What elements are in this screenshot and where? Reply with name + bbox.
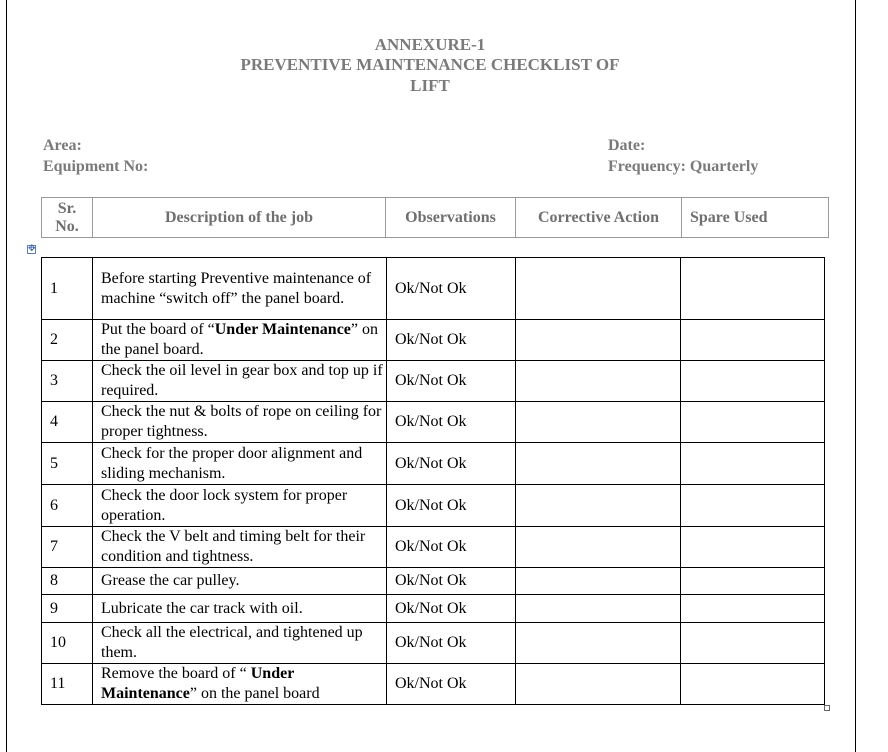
equipment-label: Equipment No:	[43, 158, 149, 175]
row-description: Check the door lock system for proper operation.	[93, 485, 387, 527]
row-observation: Ok/Not Ok	[387, 664, 516, 705]
row-sr: 8	[42, 568, 93, 595]
table-row	[42, 527, 825, 568]
table-row	[42, 568, 825, 595]
table-row	[42, 623, 825, 664]
row-observation: Ok/Not Ok	[387, 361, 516, 402]
desc-text: Remove the board of “	[101, 665, 251, 682]
row-corrective-action[interactable]	[516, 568, 681, 595]
row-description: Lubricate the car track with oil.	[93, 595, 387, 623]
table-resize-handle[interactable]	[824, 705, 830, 711]
header-sr-line1: Sr.	[57, 199, 77, 217]
row-description: Grease the car pulley.	[93, 568, 387, 595]
row-observation: Ok/Not Ok	[387, 320, 516, 361]
checklist-table	[41, 257, 825, 705]
desc-text: Put the board of “	[101, 321, 215, 338]
row-sr: 5	[42, 443, 93, 485]
table-row	[42, 664, 825, 705]
row-sr: 6	[42, 485, 93, 527]
desc-bold: Under Maintenance	[214, 321, 351, 338]
header-observations: Observations	[386, 198, 516, 238]
header-spare-used: Spare Used	[682, 198, 829, 238]
row-corrective-action[interactable]	[516, 485, 681, 527]
table-row	[42, 402, 825, 443]
row-description: Check the nut & bolts of rope on ceiling for proper tightness.	[93, 402, 387, 443]
row-sr: 7	[42, 527, 93, 568]
row-description: Check for the proper door alignment and sliding mechanism.	[93, 443, 387, 485]
row-corrective-action[interactable]	[516, 402, 681, 443]
row-description: Check the oil level in gear box and top up if required.	[93, 361, 387, 402]
area-label: Area:	[43, 137, 82, 154]
row-corrective-action[interactable]	[516, 320, 681, 361]
header-description: Description of the job	[93, 198, 386, 238]
row-corrective-action[interactable]	[516, 527, 681, 568]
table-row	[42, 443, 825, 485]
row-sr: 9	[42, 595, 93, 623]
row-sr: 10	[42, 623, 93, 664]
frequency-label: Frequency: Quarterly	[608, 158, 759, 175]
table-row	[42, 258, 825, 320]
row-spare-used[interactable]	[681, 320, 825, 361]
title-lift: LIFT	[410, 76, 450, 95]
desc-text: ” on the panel board.	[101, 321, 378, 358]
row-observation: Ok/Not Ok	[387, 443, 516, 485]
row-description: Check all the electrical, and tightened up them.	[93, 623, 387, 664]
row-observation: Ok/Not Ok	[387, 623, 516, 664]
row-description: Check the V belt and timing belt for their condition and tightness.	[93, 527, 387, 568]
header-sr-line2: No.	[55, 217, 79, 235]
row-spare-used[interactable]	[681, 527, 825, 568]
row-sr: 3	[42, 361, 93, 402]
row-corrective-action[interactable]	[516, 443, 681, 485]
row-observation: Ok/Not Ok	[387, 402, 516, 443]
row-observation: Ok/Not Ok	[387, 485, 516, 527]
date-label: Date:	[608, 137, 646, 154]
row-sr: 4	[42, 402, 93, 443]
title-annexure: ANNEXURE-1	[374, 35, 486, 54]
row-corrective-action[interactable]	[516, 623, 681, 664]
row-observation: Ok/Not Ok	[387, 595, 516, 623]
row-description	[93, 664, 387, 705]
table-row	[42, 361, 825, 402]
row-spare-used[interactable]	[681, 361, 825, 402]
desc-bold: Under Maintenance	[101, 665, 294, 702]
row-sr: 11	[42, 664, 93, 705]
row-sr: 2	[42, 320, 93, 361]
row-spare-used[interactable]	[681, 258, 825, 320]
row-sr: 1	[42, 258, 93, 320]
row-spare-used[interactable]	[681, 595, 825, 623]
row-observation: Ok/Not Ok	[387, 527, 516, 568]
table-row	[42, 595, 825, 623]
desc-text: ” on the panel board	[189, 685, 320, 702]
row-corrective-action[interactable]	[516, 664, 681, 705]
row-observation: Ok/Not Ok	[387, 258, 516, 320]
header-sr	[42, 198, 93, 238]
row-spare-used[interactable]	[681, 485, 825, 527]
title-checklist: PREVENTIVE MAINTENANCE CHECKLIST OF	[240, 55, 620, 74]
row-description	[93, 320, 387, 361]
table-row	[42, 485, 825, 527]
row-observation: Ok/Not Ok	[387, 568, 516, 595]
move-icon[interactable]: ✥	[28, 244, 36, 254]
row-corrective-action[interactable]	[516, 595, 681, 623]
header-corrective-action: Corrective Action	[516, 198, 682, 238]
row-spare-used[interactable]	[681, 664, 825, 705]
row-spare-used[interactable]	[681, 402, 825, 443]
row-description: Before starting Preventive maintenance of machine “switch off” the panel board.	[93, 258, 387, 320]
row-corrective-action[interactable]	[516, 361, 681, 402]
table-row	[42, 320, 825, 361]
row-corrective-action[interactable]	[516, 258, 681, 320]
header-table	[41, 197, 829, 238]
row-spare-used[interactable]	[681, 568, 825, 595]
row-spare-used[interactable]	[681, 443, 825, 485]
row-spare-used[interactable]	[681, 623, 825, 664]
